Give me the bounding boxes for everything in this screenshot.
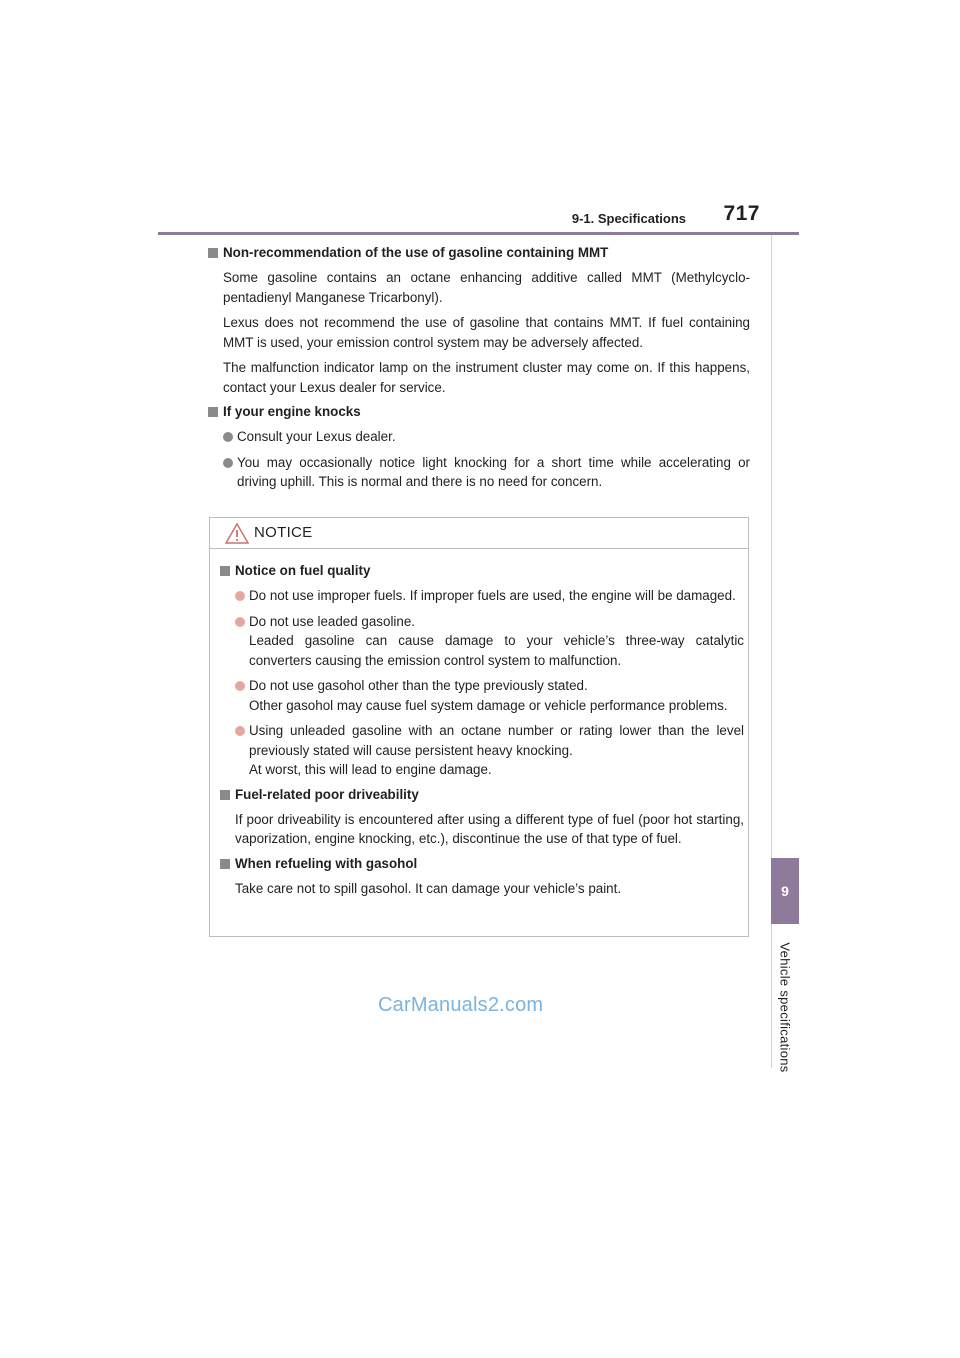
section-heading: Fuel-related poor driveability xyxy=(220,786,744,804)
section-heading: Notice on fuel quality xyxy=(220,562,744,580)
warning-triangle-icon xyxy=(225,523,249,544)
square-bullet-icon xyxy=(220,790,230,800)
paragraph: Take care not to spill gasohol. It can damage your vehicle’s paint. xyxy=(235,880,622,896)
bullet-item: You may occasionally notice light knocking for a short time while accelerating or driving uphill. This is normal and there is no need for concern. xyxy=(223,453,750,492)
notice-header xyxy=(210,518,748,549)
bullet-item: Using unleaded gasoline with an octane number or rating lower than the level previously stated will cause persistent heavy knocking. At worst, this will lead to engine damage. xyxy=(235,721,744,780)
bullet-item: Do not use leaded gasoline. Leaded gasoline can cause damage to your vehicle’s three-way catalytic converters causing the emission control system to malfunction. xyxy=(235,612,744,671)
round-bullet-icon xyxy=(235,617,245,627)
paragraph: Lexus does not recommend the use of gasoline that contains MMT. If fuel containing MMT is used, your emission control system may be adversely affected. xyxy=(223,315,750,350)
page-number: 717 xyxy=(723,202,760,225)
bullet-item: Consult your Lexus dealer. xyxy=(223,427,750,447)
square-bullet-icon xyxy=(208,407,218,417)
bullet-item: Do not use improper fuels. If improper fuels are used, the engine will be damaged. xyxy=(235,586,744,606)
notice-box xyxy=(209,517,749,937)
round-bullet-icon xyxy=(235,591,245,601)
chapter-label: Vehicle specifications xyxy=(777,942,793,1073)
paragraph: If poor driveability is encountered after using a different type of fuel (poor hot starting, vaporization, engine knocking, etc.), discontinue the use of that type of fuel. xyxy=(235,811,744,846)
bullet-item: Do not use gasohol other than the type previously stated. Other gasohol may cause fuel system damage or vehicle performance problems. xyxy=(235,676,744,715)
square-bullet-icon xyxy=(208,248,218,258)
section-heading: Non-recommendation of the use of gasoline containing MMT xyxy=(208,244,750,262)
paragraph: The malfunction indicator lamp on the instrument cluster may come on. If this happens, contact your Lexus dealer for service. xyxy=(223,360,750,395)
side-rule xyxy=(771,235,772,1068)
section-heading: When refueling with gasohol xyxy=(220,855,744,873)
round-bullet-icon xyxy=(223,432,233,442)
header-rule xyxy=(158,232,799,235)
round-bullet-icon xyxy=(235,726,245,736)
notice-body xyxy=(220,562,744,904)
running-header-section: 9-1. Specifications xyxy=(571,211,686,226)
chapter-tab: 9 xyxy=(771,858,799,924)
paragraph: Some gasoline contains an octane enhancing additive called MMT (Methylcyclo-pentadienyl Manganese Tricarbonyl). xyxy=(223,270,750,305)
main-content xyxy=(208,244,750,498)
square-bullet-icon xyxy=(220,566,230,576)
notice-title: NOTICE xyxy=(254,524,313,541)
round-bullet-icon xyxy=(235,681,245,691)
watermark: CarManuals2.com xyxy=(378,994,544,1016)
square-bullet-icon xyxy=(220,859,230,869)
section-heading: If your engine knocks xyxy=(208,403,750,421)
round-bullet-icon xyxy=(223,458,233,468)
